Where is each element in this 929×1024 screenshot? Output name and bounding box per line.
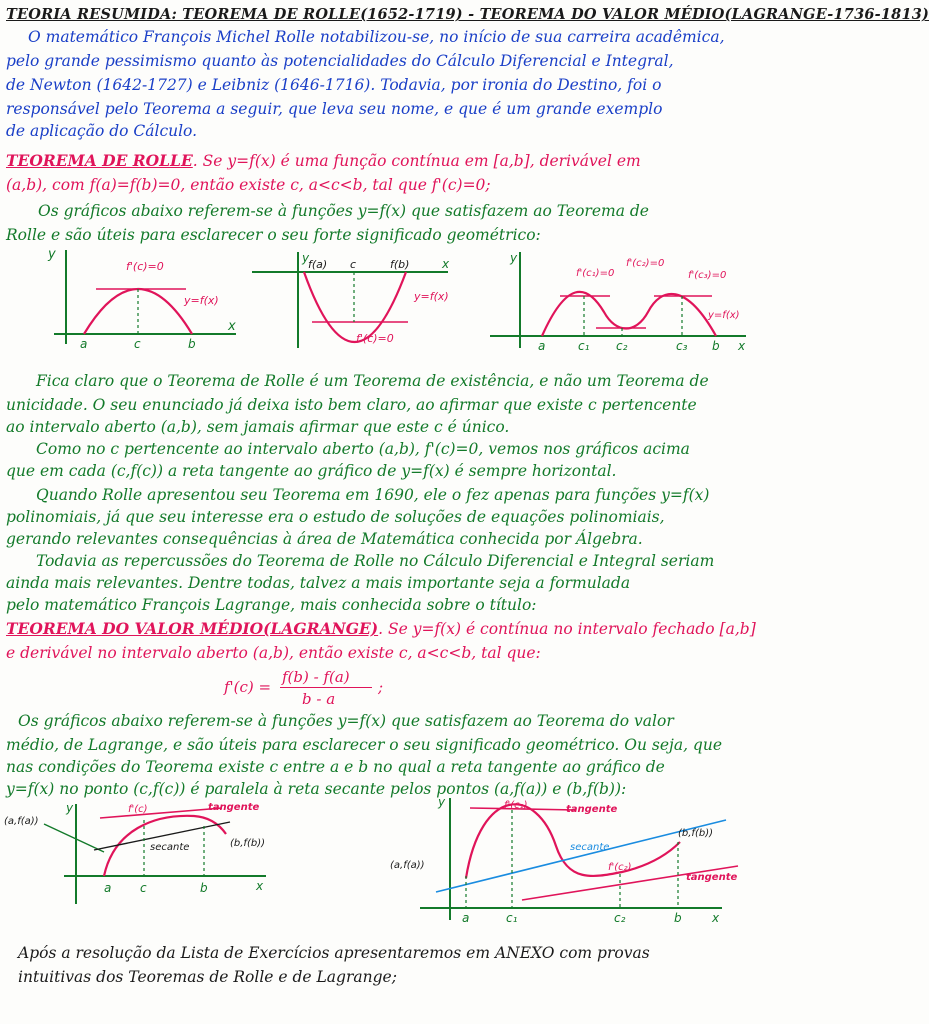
a-label: a (538, 339, 546, 353)
pb-label: (b,f(b)) (230, 838, 265, 849)
discussion-line: Fica claro que o Teorema de Rolle é um Teorema de existência, e não um Teorema de (36, 372, 709, 390)
intro-line: O matemático François Michel Rolle notabilizou-se, no início de sua carreira acadêmica, (28, 28, 725, 46)
b-label: b (674, 911, 682, 925)
rolle-statement-1: . Se y=f(x) é uma função contínua em [a,b], derivável em (192, 152, 641, 170)
curve-label: y=f(x) (184, 294, 219, 307)
mvt-statement-1: . Se y=f(x) é contínua no intervalo fechado [a,b] (378, 620, 756, 638)
tangent-label: tangente (208, 802, 260, 813)
rolle-graph-1 (48, 244, 248, 354)
discussion-line: Como no c pertencente ao intervalo aberto (a,b), f'(c)=0, vemos nos gráficos acima (36, 440, 690, 458)
rolle-graph-2 (248, 252, 463, 352)
curve-label: y=f(x) (414, 290, 449, 303)
discussion-line: unicidade. O seu enunciado já deixa isto bem claro, ao afirmar que existe c pertencente (6, 396, 697, 414)
discussion-line: Todavia as repercussões do Teorema de Rolle no Cálculo Diferencial e Integral seriam (36, 552, 715, 570)
tangent-label-3: f'(c₃)=0 (688, 270, 727, 281)
footer-line: intuitivas dos Teoremas de Rolle e de Lagrange; (18, 968, 397, 986)
axis-tick (44, 824, 104, 852)
a-label: a (80, 337, 88, 351)
secant-label: secante (570, 842, 610, 853)
y-axis-label: y (438, 795, 446, 809)
c-label: c (350, 258, 357, 271)
rolle-statement-2: (a,b), com f(a)=f(b)=0, então existe c, a<c<b, tal que f'(c)=0; (6, 176, 491, 194)
x-axis-label: x (442, 257, 450, 271)
rolle-heading: TEOREMA DE ROLLE (6, 151, 193, 170)
y-axis-label: y (302, 251, 310, 265)
tangent-label-2: f'(c₂)=0 (626, 258, 665, 269)
y-axis-label: y (66, 801, 74, 815)
c-label: c (140, 881, 147, 895)
x-axis-label: x (738, 339, 746, 353)
footer-line: Após a resolução da Lista de Exercícios apresentaremos em ANEXO com provas (18, 944, 650, 962)
intro-line: responsável pelo Teorema a seguir, que leva seu nome, e que é um grande exemplo (6, 100, 663, 118)
formula-denominator: b - a (302, 690, 336, 708)
fc2-label: f'(c₂) (608, 862, 632, 873)
c3-label: c₃ (676, 339, 688, 353)
rolle-graph-3 (486, 252, 756, 356)
y-axis-label: y (48, 247, 56, 262)
formula-fraction-bar (280, 687, 372, 688)
mvt-statement-2: e derivável no intervalo aberto (a,b), então existe c, a<c<b, tal que: (6, 644, 541, 662)
mvt-graph-1 (4, 800, 272, 910)
discussion-line: ainda mais relevantes. Dentre todas, talvez a mais importante seja a formulada (6, 574, 631, 592)
tangent-label-1: tangente (566, 804, 618, 815)
fc-label: f'(c) (128, 804, 148, 815)
fa-label: f(a) (308, 258, 328, 271)
c1-label: c₁ (506, 911, 518, 925)
y-axis-label: y (510, 251, 518, 265)
x-axis-label: x (228, 319, 236, 334)
curve (542, 292, 716, 336)
rolle-statement-line (6, 152, 641, 170)
fb-label: f(b) (390, 258, 410, 271)
c2-label: c₂ (614, 911, 626, 925)
curve-label: y=f(x) (708, 310, 740, 321)
b-label: b (200, 881, 208, 895)
fc1-label: f'(c₁) (504, 800, 528, 811)
discussion-line: Quando Rolle apresentou seu Teorema em 1690, ele o fez apenas para funções y=f(x) (36, 486, 710, 504)
tangent-label-1: f'(c₁)=0 (576, 268, 615, 279)
tangent-label: f'(c)=0 (356, 332, 394, 345)
formula-end: ; (378, 678, 384, 696)
b-label: b (188, 337, 196, 351)
rolle-graphs-intro: Os gráficos abaixo referem-se à funções y=f(x) que satisfazem ao Teorema de (38, 202, 649, 220)
mvt-statement-line (6, 620, 756, 638)
intro-line: de Newton (1642-1727) e Leibniz (1646-1716). Todavia, por ironia do Destino, foi o (6, 76, 662, 94)
tangent-line (100, 808, 222, 818)
c-label: c (134, 337, 141, 351)
tangent-label: f'(c)=0 (126, 260, 164, 273)
x-axis-label: x (712, 911, 720, 925)
x-axis-label: x (256, 879, 264, 893)
discussion-line: que em cada (c,f(c)) a reta tangente ao gráfico de y=f(x) é sempre horizontal. (6, 462, 617, 480)
mvt-graphs-intro: Os gráficos abaixo referem-se à funções y=f(x) que satisfazem ao Teorema do valor (18, 712, 674, 730)
tangent-label-2: tangente (686, 872, 738, 883)
rolle-graphs-intro: Rolle e são úteis para esclarecer o seu forte significado geométrico: (6, 226, 541, 244)
mvt-graph-2 (386, 796, 750, 926)
secant-label: secante (150, 842, 190, 853)
mvt-graphs-intro: y=f(x) no ponto (c,f(c)) é paralela à reta secante pelos pontos (a,f(a)) e (b,f(b)): (6, 780, 627, 798)
discussion-line: ao intervalo aberto (a,b), sem jamais afirmar que este c é único. (6, 418, 510, 436)
mvt-heading: TEOREMA DO VALOR MÉDIO(LAGRANGE) (6, 619, 379, 638)
a-label: a (104, 881, 112, 895)
c1-label: c₁ (578, 339, 590, 353)
formula-lhs: f'(c) = (224, 678, 272, 696)
pa-label: (a,f(a)) (4, 816, 39, 827)
formula-numerator: f(b) - f(a) (282, 668, 350, 686)
intro-line: de aplicação do Cálculo. (6, 122, 198, 140)
pa-label: (a,f(a)) (390, 860, 425, 871)
a-label: a (462, 911, 470, 925)
b-label: b (712, 339, 720, 353)
page-title: TEORIA RESUMIDA: TEOREMA DE ROLLE(1652-1719) - TEOREMA DO VALOR MÉDIO(LAGRANGE-1736-1813) (6, 6, 929, 23)
mvt-graphs-intro: nas condições do Teorema existe c entre a e b no qual a reta tangente ao gráfico de (6, 758, 665, 776)
discussion-line: gerando relevantes consequências à área de Matemática conhecida por Álgebra. (6, 530, 643, 548)
pb-label: (b,f(b)) (678, 828, 713, 839)
mvt-graphs-intro: médio, de Lagrange, e são úteis para esclarecer o seu significado geométrico. Ou seja, que (6, 736, 723, 754)
discussion-line: polinomiais, já que seu interesse era o estudo de soluções de equações polinomiais, (6, 508, 665, 526)
intro-line: pelo grande pessimismo quanto às potencialidades do Cálculo Diferencial e Integral, (6, 52, 674, 70)
c2-label: c₂ (616, 339, 628, 353)
discussion-line: pelo matemático François Lagrange, mais conhecida sobre o título: (6, 596, 537, 614)
